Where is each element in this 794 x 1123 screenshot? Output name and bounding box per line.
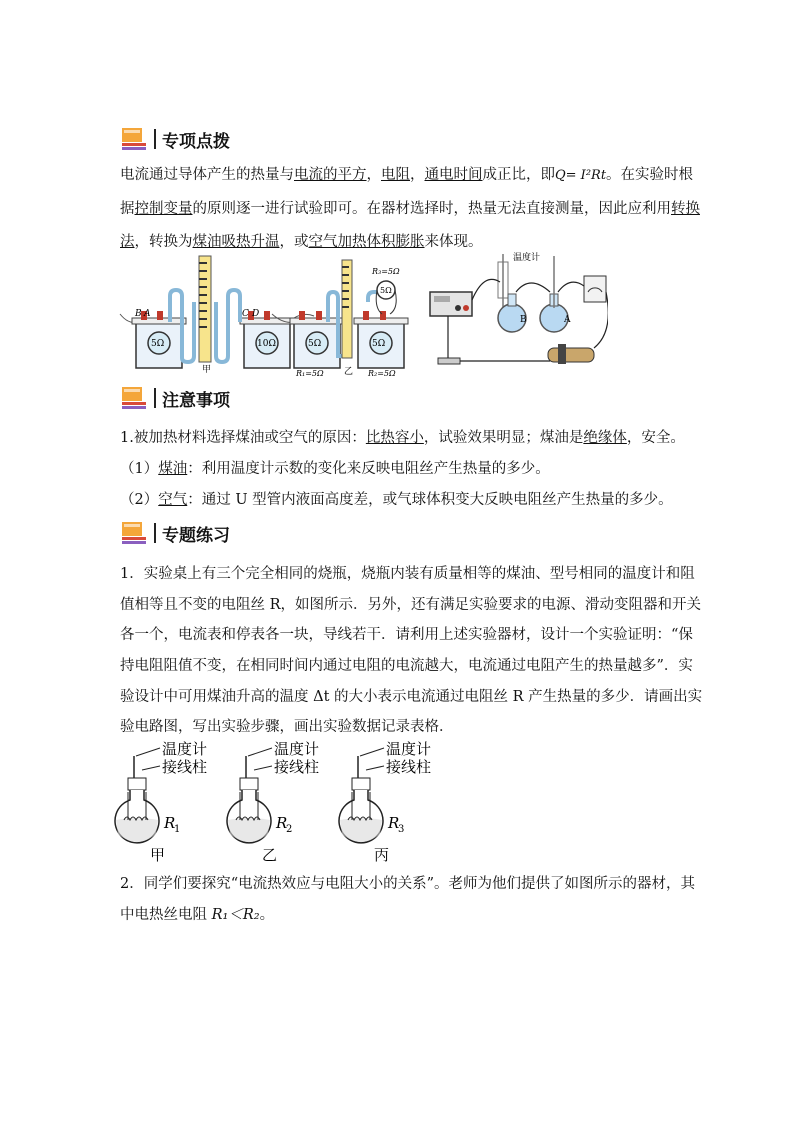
label-flask-B: B <box>520 315 527 325</box>
label-R3: R₃=5Ω <box>372 267 400 276</box>
label-thermometer: 温度计 <box>162 740 208 758</box>
paragraph-line: 各一个，电流表和停表各一块，导线若干．请利用上述实验器材，设计一个实验证明：“保 <box>120 627 693 643</box>
heading-title: 注意事项 <box>162 390 230 411</box>
label-yi: 乙 <box>344 367 354 376</box>
section-heading-3 <box>120 520 230 546</box>
label-thermometer: 温度计 <box>386 740 432 758</box>
section-heading-2 <box>120 385 230 411</box>
flask-jia <box>115 740 207 864</box>
paragraph-line: 验电路图，写出实验步骤，画出实验数据记录表格． <box>120 719 454 735</box>
apparatus-figure <box>118 252 608 376</box>
flask-yi <box>227 740 319 864</box>
paragraph-line: 验设计中可用煤油升高的温度 Δt 的大小表示电流通过电阻丝 R 产生热量的多少．请画出实 <box>120 689 703 705</box>
label-thermometer: 温度计 <box>513 253 541 263</box>
heading-divider <box>154 388 156 408</box>
label-R2: R₂=5Ω <box>368 369 396 376</box>
label-terminal: 接线柱 <box>386 758 432 776</box>
label-R: R <box>276 814 288 832</box>
heading-divider <box>154 523 156 543</box>
label-R: R <box>388 814 400 832</box>
flask-bing <box>339 740 431 864</box>
label-D: D <box>252 309 260 319</box>
heading-title: 专项点拨 <box>162 131 230 152</box>
paragraph-line: 2．同学们要探究“电流热效应与电阻大小的关系”。老师为他们提供了如图所示的器材，其 <box>120 876 696 892</box>
label-terminal: 接线柱 <box>162 758 208 776</box>
paragraph-line: 据控制变量的原则逐一进行试验即可。在器材选择时，热量无法直接测量，因此应利用转换 <box>120 201 700 217</box>
paragraph-line: 电流通过导体产生的热量与电流的平方，电阻，通电时间成正比，即Q= I²Rt。在实验时根 <box>120 167 694 183</box>
book-icon <box>120 126 148 152</box>
paragraph-line: 1.被加热材料选择煤油或空气的原因：比热容小，试验效果明显；煤油是绝缘体，安全。 <box>120 430 685 446</box>
label-subscript: 3 <box>398 824 405 835</box>
resistance-5-left: 5Ω <box>308 339 322 349</box>
label-subscript: 1 <box>174 824 181 835</box>
paragraph-line: 值相等且不变的电阻丝 R，如图所示．另外，还有满足实验要求的电源、滑动变阻器和开关 <box>120 597 702 613</box>
paragraph-line: 中电热丝电阻 R₁＜R₂。 <box>120 907 275 923</box>
paragraph-line: （2）空气：通过 U 型管内液面高度差，或气球体积变大反映电阻丝产生热量的多少。 <box>120 492 673 508</box>
label-flask-A: A <box>564 315 571 325</box>
heading-divider <box>154 129 156 149</box>
paragraph-line: （1）煤油：利用温度计示数的变化来反映电阻丝产生热量的多少。 <box>120 461 550 477</box>
label-thermometer: 温度计 <box>274 740 320 758</box>
flasks-figure <box>110 740 450 866</box>
heading-title: 专题练习 <box>162 525 230 546</box>
label-terminal: 接线柱 <box>274 758 320 776</box>
u-tube-apparatus-jia <box>120 256 314 375</box>
paragraph-line: 1．实验桌上有三个完全相同的烧瓶，烧瓶内装有质量相等的煤油、型号相同的温度计和阻 <box>120 566 695 582</box>
label-B: B <box>135 309 142 319</box>
label-C: C <box>242 309 249 319</box>
paragraph-line: 持电阻阻值不变，在相同时间内通过电阻的电流越大，电流通过电阻产生的热量越多”．实 <box>120 658 693 674</box>
label-A: A <box>144 309 151 319</box>
label-R1: R₁=5Ω <box>296 369 324 376</box>
book-icon <box>120 385 148 411</box>
label-jia: 甲 <box>150 846 166 864</box>
resistance-10: 10Ω <box>257 339 276 349</box>
circuit-apparatus <box>430 252 608 364</box>
section-heading-1 <box>120 126 230 152</box>
label-yi: 乙 <box>262 846 278 864</box>
label-jia: 甲 <box>202 365 212 375</box>
paragraph-line: 法，转换为煤油吸热升温，或空气加热体积膨胀来体现。 <box>120 234 483 250</box>
resistance-5-right: 5Ω <box>372 339 386 349</box>
book-icon <box>120 520 148 546</box>
resistance-5: 5Ω <box>151 339 165 349</box>
label-bing: 丙 <box>374 846 390 864</box>
label-subscript: 2 <box>286 824 293 835</box>
resistance-5-top: 5Ω <box>380 286 392 295</box>
label-R: R <box>164 814 176 832</box>
u-tube-apparatus-yi <box>272 260 408 376</box>
